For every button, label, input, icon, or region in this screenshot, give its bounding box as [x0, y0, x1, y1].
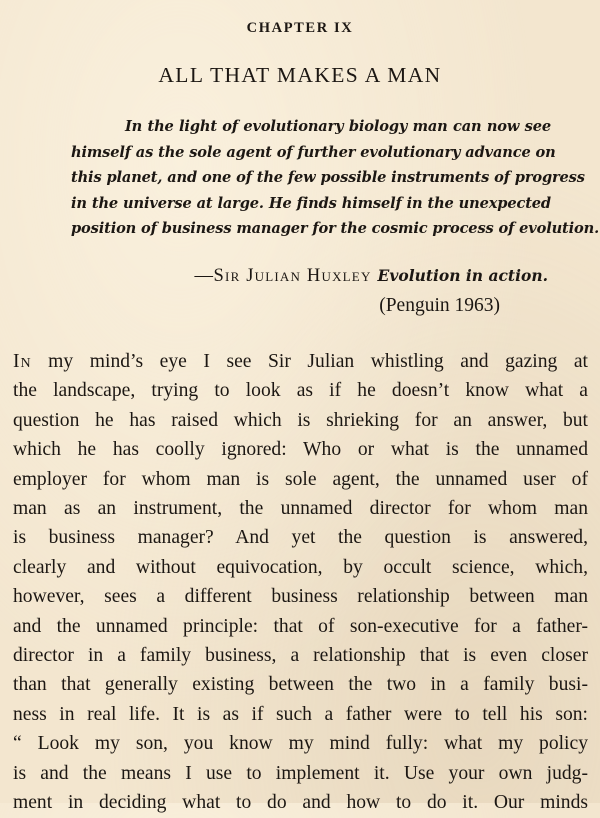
body-line: and the unnamed principle: that of son-executive for a father- — [13, 615, 588, 637]
epigraph-line: In the light of evolutionary biology man can now see — [125, 118, 551, 135]
body-line — [13, 347, 588, 376]
epigraph-line: this planet, and one of the few possible instruments of progress — [71, 169, 585, 187]
body-line: however, sees a different business relationship between man — [13, 586, 588, 608]
epigraph-line: position of business manager for the cosmic process of evolution. — [71, 220, 600, 238]
epigraph — [71, 114, 600, 242]
epigraph-attribution — [0, 266, 548, 287]
chapter-label: CHAPTER IX — [246, 20, 354, 36]
body-line: employer for whom man is sole agent, the unnamed user of — [13, 468, 588, 490]
body-line: director in a family business, a relationship that is even closer — [13, 645, 588, 667]
epigraph-line: himself as the sole agent of further evolutionary advance on — [71, 143, 556, 161]
body-line: ness in real life. It is as if such a father were to tell his son: — [13, 703, 588, 725]
epigraph-publisher: (Penguin 1963) — [379, 295, 500, 316]
body-line: “ Look my son, you know my mind fully: what my policy — [13, 733, 588, 755]
body-line: ment in deciding what to do and how to do it. Our minds — [13, 792, 588, 814]
epigraph-line: in the universe at large. He finds himself in the unexpected — [71, 194, 551, 212]
body-first-word: In — [13, 351, 32, 372]
body-line: is business manager? And yet the question is answered, — [13, 527, 588, 549]
body-paragraph — [13, 347, 588, 818]
body-line: man as an instrument, the unnamed director for whom man — [13, 498, 588, 520]
body-line: than that generally existing between the two in a family busi- — [13, 674, 588, 696]
attribution-dash: — — [194, 266, 214, 286]
body-line: question he has raised which is shrieking for an answer, but — [13, 409, 588, 431]
body-line: is and the means I use to implement it. Use your own judg- — [13, 762, 588, 784]
attribution-work: Evolution in action. — [377, 266, 548, 285]
body-line: the landscape, trying to look as if he doesn’t know what a — [13, 380, 588, 402]
attribution-author: Sir Julian Huxley — [213, 266, 372, 286]
body-first-line-text: my mind’s eye I see Sir Julian whistling and gazing at — [31, 351, 588, 372]
body-line: clearly and without equivocation, by occult science, which, — [13, 556, 588, 578]
body-line: which he has coolly ignored: Who or what is the unnamed — [13, 439, 588, 461]
chapter-title: ALL THAT MAKES A MAN — [158, 63, 442, 87]
